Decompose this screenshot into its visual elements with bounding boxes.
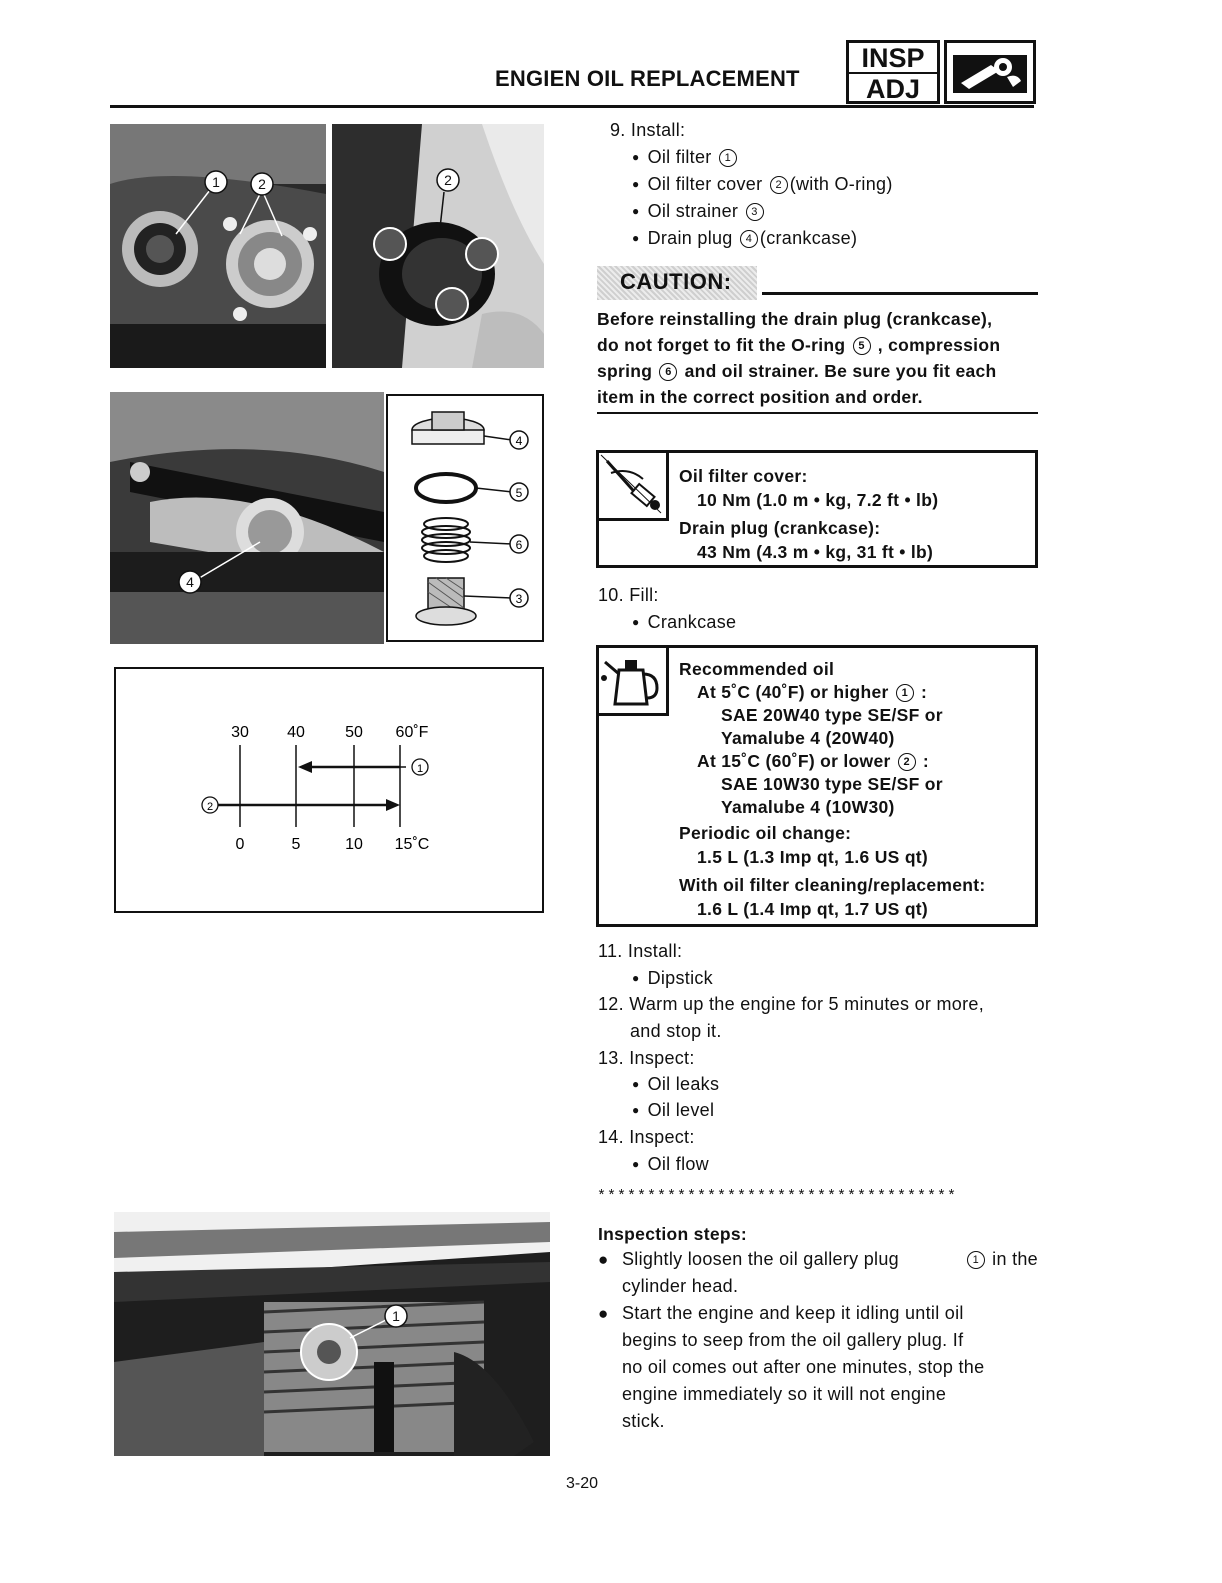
torque-spec-box <box>596 450 1038 568</box>
torque-filter-cover-label: Oil filter cover: <box>679 466 808 486</box>
drain-plug-parts-diagram <box>386 394 544 642</box>
oil-temp-low: At 15˚C (60˚F) or lower 2 : <box>697 751 930 771</box>
oil-periodic-label: Periodic oil change: <box>679 823 852 843</box>
f-label-50: 50 <box>345 724 363 741</box>
page-number: 3-20 <box>566 1475 599 1492</box>
step-11-item-dipstick: ● Dipstick <box>632 965 713 994</box>
chart-ref-2: 2 <box>206 801 214 813</box>
torque-drain-plug-label: Drain plug (crankcase): <box>679 518 881 538</box>
oil-periodic-value: 1.5 L (1.3 Imp qt, 1.6 US qt) <box>697 847 929 867</box>
step-12-line-2: and stop it. <box>630 1021 722 1041</box>
oil-temperature-chart <box>114 667 544 913</box>
photo-oil-filter-cover <box>110 124 326 368</box>
oil-recommended-title: Recommended oil <box>679 659 835 679</box>
caution-rule <box>762 292 1038 295</box>
step-11-title: 11. Install: <box>598 941 683 961</box>
photo-drain-plug <box>110 392 384 644</box>
step-9-item-filter-cover: ● Oil filter cover 2 (with O-ring) <box>632 171 893 200</box>
step-10-item-crankcase: ● Crankcase <box>632 609 736 638</box>
callout-2-photo2: 2 <box>444 172 452 188</box>
c-label-5: 5 <box>291 836 301 853</box>
callout-4: 4 <box>515 434 523 448</box>
callout-2: 2 <box>258 176 266 192</box>
c-label-15c: 15˚C <box>394 836 430 853</box>
insp-adj-badge <box>846 40 940 104</box>
badge-line-insp: INSP <box>861 43 925 73</box>
section-divider-stars: ************************************ <box>597 1188 958 1205</box>
inspection-step-1: ● Slightly loosen the oil gallery plug 1 in the cylinder head. <box>622 1246 1038 1300</box>
inspection-step-2: ● Start the engine and keep it idling until oil begins to seep from the oil gallery plug. If no oil comes out after one minutes, stop the engine immediately so it will not engine stick. <box>622 1300 1038 1435</box>
oil-temp-high: At 5˚C (40˚F) or higher 1 : <box>697 682 928 702</box>
callout-1: 1 <box>212 174 220 190</box>
callout-3: 3 <box>515 592 523 606</box>
callout-5: 5 <box>515 486 523 500</box>
f-label-30: 30 <box>231 724 249 741</box>
torque-drain-plug-value: 43 Nm (4.3 m • kg, 31 ft • lb) <box>697 542 934 562</box>
oil-yamalube-10w30: Yamalube 4 (10W30) <box>721 797 895 817</box>
page-title: ENGIEN OIL REPLACEMENT <box>495 66 800 91</box>
c-label-10: 10 <box>345 836 363 853</box>
f-label-40: 40 <box>287 724 305 741</box>
torque-filter-cover-value: 10 Nm (1.0 m • kg, 7.2 ft • lb) <box>697 490 939 510</box>
caution-line-3: spring 6 and oil strainer. Be sure you fit each <box>597 361 997 381</box>
step-13-item-oil-leaks: ● Oil leaks <box>632 1071 719 1100</box>
step-9-item-drain-plug: ● Drain plug 4 (crankcase) <box>632 225 857 254</box>
callout-4-photo3: 4 <box>186 574 194 590</box>
caution-bottom-rule <box>597 412 1038 414</box>
inspection-title: Inspection steps: <box>598 1224 748 1244</box>
oil-filter-change-value: 1.6 L (1.4 Imp qt, 1.7 US qt) <box>697 899 929 919</box>
step-9-item-oil-filter: ● Oil filter 1 <box>632 144 739 173</box>
oil-filter-change-label: With oil filter cleaning/replacement: <box>679 875 986 895</box>
step-9-item-oil-strainer: ● Oil strainer 3 <box>632 198 766 227</box>
callout-6: 6 <box>515 538 523 552</box>
c-label-0: 0 <box>235 836 245 853</box>
step-14-item-oil-flow: ● Oil flow <box>632 1151 709 1180</box>
photo-filter-cover-closeup <box>332 124 544 368</box>
oil-yamalube-20w40: Yamalube 4 (20W40) <box>721 728 895 748</box>
oil-can-icon <box>599 648 669 716</box>
caution-label: CAUTION: <box>620 269 732 294</box>
caution-line-4: item in the correct position and order. <box>597 387 923 407</box>
oil-grade-20w40: SAE 20W40 type SE/SF or <box>721 705 943 725</box>
wrench-icon <box>944 40 1036 104</box>
step-12-line-1: 12. Warm up the engine for 5 minutes or more, <box>598 994 985 1014</box>
torque-wrench-icon <box>599 453 669 521</box>
callout-1-photo4: 1 <box>392 1308 400 1324</box>
caution-line-1: Before reinstalling the drain plug (crankcase), <box>597 309 993 329</box>
step-10-title: 10. Fill: <box>598 585 659 605</box>
chart-ref-1: 1 <box>416 763 424 775</box>
step-9-title: 9. Install: <box>610 120 686 140</box>
f-label-60f: 60˚F <box>395 724 429 741</box>
photo-oil-gallery-plug <box>114 1212 550 1456</box>
header-rule <box>110 105 1034 108</box>
oil-spec-box <box>596 645 1038 927</box>
oil-grade-10w30: SAE 10W30 type SE/SF or <box>721 774 943 794</box>
step-14-title: 14. Inspect: <box>598 1127 695 1147</box>
badge-line-adj: ADJ <box>849 72 937 104</box>
caution-line-2: do not forget to fit the O-ring 5 , compression <box>597 335 1001 355</box>
step-13-title: 13. Inspect: <box>598 1048 695 1068</box>
step-13-item-oil-level: ● Oil level <box>632 1097 714 1126</box>
